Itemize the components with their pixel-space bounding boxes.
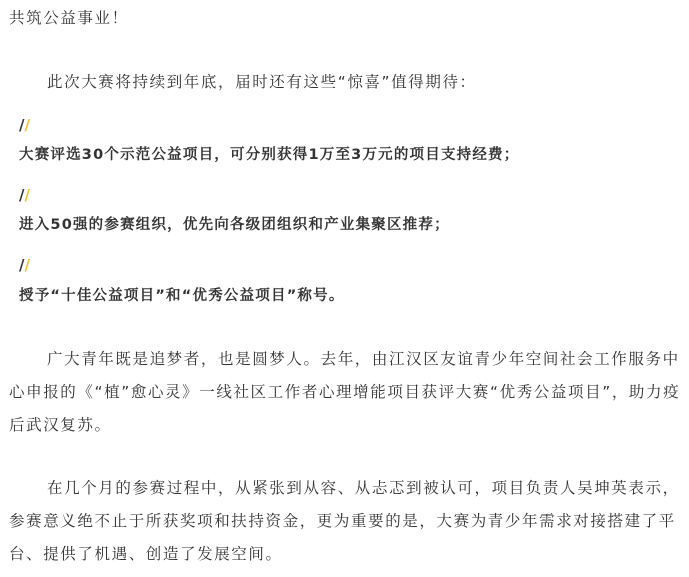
paragraph-1: 广大青年既是追梦者，也是圆梦人。去年，由江汉区友谊青少年空间社会工作服务中心申报的《“植”愈心灵》一线社区工作者心理增能项目获评大赛“优秀公益项目”，助力疫后武汉复苏。 <box>9 350 681 434</box>
slash-dark: / <box>19 256 25 274</box>
slash-divider-3 <box>19 256 30 274</box>
list-item-2: 进入50强的参赛组织，优先向各级团组织和产业集聚区推荐； <box>19 217 450 233</box>
slash-yellow: / <box>24 186 30 204</box>
intro-paragraph: 此次大赛将持续到年底，届时还有这些“惊喜”值得期待： <box>47 73 477 91</box>
slash-yellow: / <box>24 116 30 134</box>
slash-dark: / <box>19 116 25 134</box>
list-item-1: 大赛评选30个示范公益项目，可分别获得1万至3万元的项目支持经费； <box>19 147 520 163</box>
paragraph-2: 在几个月的参赛过程中，从紧张到从容、从忐忑到被认可，项目负责人吴坤英表示，参赛意义绝不止于所获奖项和扶持资金，更为重要的是，大赛为青少年需求对接搭建了平台、提供了机遇、创造了发展空间。 <box>9 479 680 563</box>
slash-divider-1 <box>19 116 30 134</box>
list-item-3: 授予“十佳公益项目”和“优秀公益项目”称号。 <box>19 288 345 304</box>
intro-tail-text: 共筑公益事业！ <box>9 9 129 27</box>
slash-yellow: / <box>24 256 30 274</box>
slash-divider-2 <box>19 186 30 204</box>
slash-dark: / <box>19 186 25 204</box>
